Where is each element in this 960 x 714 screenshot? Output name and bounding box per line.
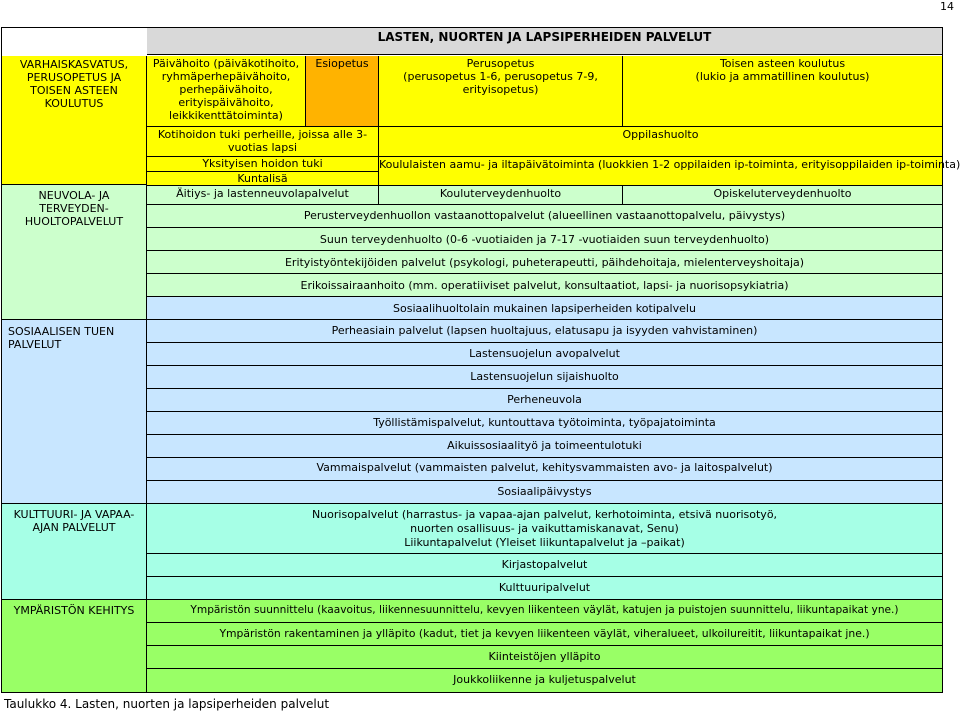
social-row-7: Aikuissosiaalityö ja toimeentulotuki [147,435,942,458]
social-row-5: Perheneuvola [147,389,942,412]
cell-esiopetus: Esiopetus [306,56,379,126]
table-caption: Taulukko 4. Lasten, nuorten ja lapsiperheiden palvelut [4,697,330,711]
cell-kotihoidon-tuki: Kotihoidon tuki perheille, joissa alle 3- vuotias lapsi [147,126,379,156]
cell-opiskeluterveydenhuolto: Opiskeluterveydenhuolto [623,185,942,205]
cell-oppilashuolto: Oppilashuolto [379,126,942,156]
cell-paivahoito: Päivähoito (päiväkotihoito, ryhmäperhepäivähoito, perhepäivähoito, erityispäivähoito, leikkikenttätoiminta) [147,56,306,126]
health-row-1: Perusterveydenhuollon vastaanottopalvelut (alueellinen vastaanottopalvelu, päivystys) [147,205,942,228]
cell-perusopetus: Perusopetus (perusopetus 1-6, perusopetus 7-9, erityisopetus) [379,56,623,126]
social-row-2: Perheasiain palvelut (lapsen huoltajuus, elatusapu ja isyyden vahvistaminen) [147,320,942,343]
label-sosiaalinen: SOSIAALISEN TUEN PALVELUT [8,325,115,351]
social-row-4: Lastensuojelun sijaishuolto [147,366,942,389]
social-row-3: Lastensuojelun avopalvelut [147,343,942,366]
social-row-6: Työllistämispalvelut, kuntouttava työtoiminta, työpajatoiminta [147,412,942,435]
label-ymparisto: YMPÄRISTÖN KEHITYS [13,604,135,617]
cell-kouluterveydenhuolto: Kouluterveydenhuolto [379,185,623,205]
label-neuvola: NEUVOLA- JA TERVEYDEN- HUOLTOPALVELUT [24,189,124,228]
cell-toinen-aste: Toisen asteen koulutus (lukio ja ammatillinen koulutus) [623,56,942,126]
env-row-2: Ympäristön rakentaminen ja ylläpito (kadut, tiet ja kevyen liikenteen väylät, viheralueet, ulkoilureitit, liikuntapaikat jne.) [147,623,942,646]
page-number: 14 [940,0,954,13]
env-row-3: Kiinteistöjen ylläpito [147,646,942,669]
cell-aamu-ilta: Koululaisten aamu- ja iltapäivätoiminta (luokkien 1-2 oppilaiden ip-toiminta, erityisoppilaiden ip-toiminta) [379,156,942,185]
health-row-2: Suun terveydenhuolto (0-6 -vuotiaiden ja 7-17 -vuotiaiden suun terveydenhuolto) [147,228,942,251]
culture-row-kulttuuri: Kulttuuripalvelut [147,577,942,600]
table-header [147,28,942,55]
table-header-title: LASTEN, NUORTEN JA LAPSIPERHEIDEN PALVELUT [377,30,712,44]
label-varhaiskasvatus: VARHAISKASVATUS, PERUSOPETUS JA TOISEN ASTEEN KOULUTUS [19,58,129,110]
social-row-1: Sosiaalihuoltolain mukainen lapsiperheiden kotipalvelu [147,297,942,320]
cell-kuntalisa: Kuntalisä [147,171,379,185]
label-kulttuuri: KULTTUURI- JA VAPAA- AJAN PALVELUT [13,508,135,534]
env-row-4: Joukkoliikenne ja kuljetuspalvelut [453,673,636,686]
social-row-8: Vammaispalvelut (vammaisten palvelut, kehitysvammaisten avo- ja laitospalvelut) [147,458,942,481]
culture-row-nuoriso: Nuorisopalvelut (harrastus- ja vapaa-ajan palvelut, kerhotoiminta, etsivä nuorisotyö, nuorten osallisuus- ja vaikuttamiskanavat, Senu) Liikuntapalvelut (Yleiset liikuntapalvelut ja –paikat) [147,504,942,554]
cell-yksityisen-hoidon-tuki: Yksityisen hoidon tuki [147,156,379,171]
env-row-1: Ympäristön suunnittelu (kaavoitus, liikennesuunnittelu, kevyen liikenteen väylät, katujen ja puistojen suunnittelu, liikuntapaikat yne.) [147,600,942,623]
culture-row-kirjasto: Kirjastopalvelut [147,554,942,577]
social-row-9: Sosiaalipäivystys [147,481,942,504]
cell-aitiys: Äitiys- ja lastenneuvolapalvelut [147,185,379,205]
health-row-4: Erikoissairaanhoito (mm. operatiiviset palvelut, konsultaatiot, lapsi- ja nuorisopsykiatria) [147,274,942,297]
health-row-3: Erityistyöntekijöiden palvelut (psykologi, puheterapeutti, päihdehoitaja, mielenterveyshoitaja) [147,251,942,274]
